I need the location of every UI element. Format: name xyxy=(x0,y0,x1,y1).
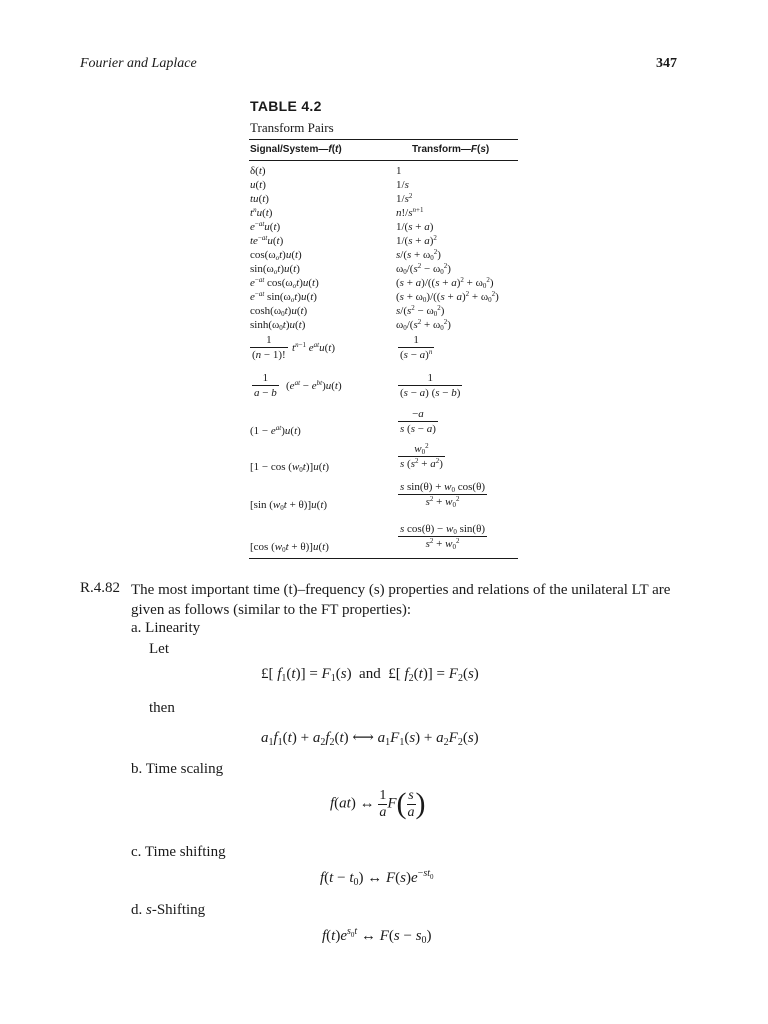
table-row-transform: $(s + \omega_0)/((s + a)^2 + \omega_0^2)$ xyxy=(396,290,499,304)
table-row-signal: [sin $(w_0t + \theta)]u(t)$ xyxy=(250,499,328,512)
table-row-signal: δ(t) xyxy=(250,165,266,177)
table-row-transform-fraction: $\frac{1}{(s - a)^n}$ xyxy=(400,334,433,361)
table-row-signal: $\cos(\omega_ot)u(t)$ xyxy=(250,249,302,262)
table-row-signal-fraction: $\frac{1}{(n - 1)!}$ xyxy=(252,334,286,361)
equation-time-scaling: f(at) ↔ $\frac{1}{a}$ F( $\frac{s}{a}$ ) xyxy=(330,787,426,820)
table-row-transform-fraction: $\frac{-a}{s (s - a)}$ xyxy=(400,408,436,435)
table-caption: TABLE 4.2 xyxy=(250,98,322,114)
table-row-signal-fraction: $\frac{1}{a - b}$ xyxy=(254,372,277,399)
table-row-transform-fraction: $\frac{1}{(s - a) (s - b)}$ xyxy=(400,372,461,399)
table-row-signal: [cos $(w_0t + \theta)]u(t)$ xyxy=(250,541,329,554)
equation-linearity: $a_1f_1(t) + a_2f_2(t)$ ⟷ $a_1F_1(s) + a_2F_2(s)$ xyxy=(261,730,479,748)
table-row-signal: $e^{-at}$ $\sin(\omega_ot)u(t)$ xyxy=(250,290,317,304)
table-row-transform: $n!/s^{n+1}$ xyxy=(396,206,424,219)
equation-linearity-definition: £[ $f_1(t)] = F_1(s)$ and £[ $f_2(t)] = F_2(s)$ xyxy=(261,666,479,684)
table-row-signal: tu(t) xyxy=(250,193,269,205)
table-row-transform-fraction: $\frac{s \cos(\theta) - w_0 \sin(\theta)}{s^2 + w_0^2}$ xyxy=(400,523,486,551)
equation-s-shifting: $f(t)e^{s_0t}$ ↔ $F(s - s_0)$ xyxy=(322,926,432,946)
table-row-signal: $te^{-at}u(t)$ xyxy=(250,234,284,247)
table-subcaption: Transform Pairs xyxy=(250,120,334,135)
table-row-signal: $(e^{at} - e^{bt})u(t)$ xyxy=(286,379,342,392)
table-row-signal: $(1 - e^{at})u(t)$ xyxy=(250,424,301,437)
table-row-signal: $\sinh(\omega_0t)u(t)$ xyxy=(250,319,306,332)
table-row-transform: $\omega_0/(s^2 - \omega_0^2)$ xyxy=(396,262,451,276)
table-row-signal: $e^{-at}$ $\cos(\omega_ot)u(t)$ xyxy=(250,276,319,290)
table-header-signal: Signal/System—f(t) xyxy=(250,144,342,155)
paragraph-text: The most important time (t)–frequency (s) properties and relations of the unilateral LT are given as follows (similar to the FT properties): xyxy=(131,582,671,618)
table-row-transform: $\omega_0/(s^2 + \omega_0^2)$ xyxy=(396,318,451,332)
table-header-rule xyxy=(249,160,518,161)
table-top-rule xyxy=(249,139,518,140)
item-a-then: then xyxy=(149,700,175,716)
table-row-transform-fraction: $\frac{w_0^2}{s (s^2 + a^2)}$ xyxy=(400,442,443,470)
paragraph-label: R.4.82 xyxy=(80,580,121,596)
item-b-label: b. Time scaling xyxy=(131,761,224,777)
item-d-label: d. s-Shifting xyxy=(131,902,206,918)
table-bottom-rule xyxy=(249,558,518,559)
item-a-label: a. Linearity xyxy=(131,620,201,636)
table-row-transform-fraction: $\frac{s \sin(\theta) + w_0 \cos(\theta)}{s^2 + w_0^2}$ xyxy=(400,481,486,509)
table-row-transform: $s/(s^2 - \omega_0^2)$ xyxy=(396,304,445,318)
table-row-signal: $\cosh(\omega_0t)u(t)$ xyxy=(250,305,308,318)
table-row-signal: u(t) xyxy=(250,179,266,191)
table-row-transform: $1/s^2$ xyxy=(396,192,413,205)
running-header-title: Fourier and Laplace xyxy=(80,56,197,71)
page-number: 347 xyxy=(656,56,677,71)
table-row-transform: 1/s xyxy=(396,179,409,191)
item-a-let: Let xyxy=(149,641,169,657)
table-row-signal: $t^nu(t)$ xyxy=(250,206,273,219)
table-row-signal: $e^{-at}u(t)$ xyxy=(250,220,281,233)
table-row-signal: $t^{n-1}$ $e^{at}u(t)$ xyxy=(292,341,336,354)
equation-time-shifting: $f(t - t_0)$ ↔ $F(s)e^{-st_0}$ xyxy=(320,868,434,888)
table-row-transform: $1/(s + a)^2$ xyxy=(396,234,437,247)
table-row-transform: 1/(s + a) xyxy=(396,221,434,233)
table-header-transform: Transform—F(s) xyxy=(412,144,490,155)
table-row-transform: $(s + a)/((s + a)^2 + \omega_0^2)$ xyxy=(396,276,494,290)
table-row-transform: 1 xyxy=(396,165,402,177)
table-row-signal: $\sin(\omega_ot)u(t)$ xyxy=(250,263,300,276)
table-row-signal: $[1 - \cos (w_0t)]u(t)$ xyxy=(250,461,330,474)
item-c-label: c. Time shifting xyxy=(131,844,226,860)
table-row-transform: $s/(s + \omega_0^2)$ xyxy=(396,248,441,262)
